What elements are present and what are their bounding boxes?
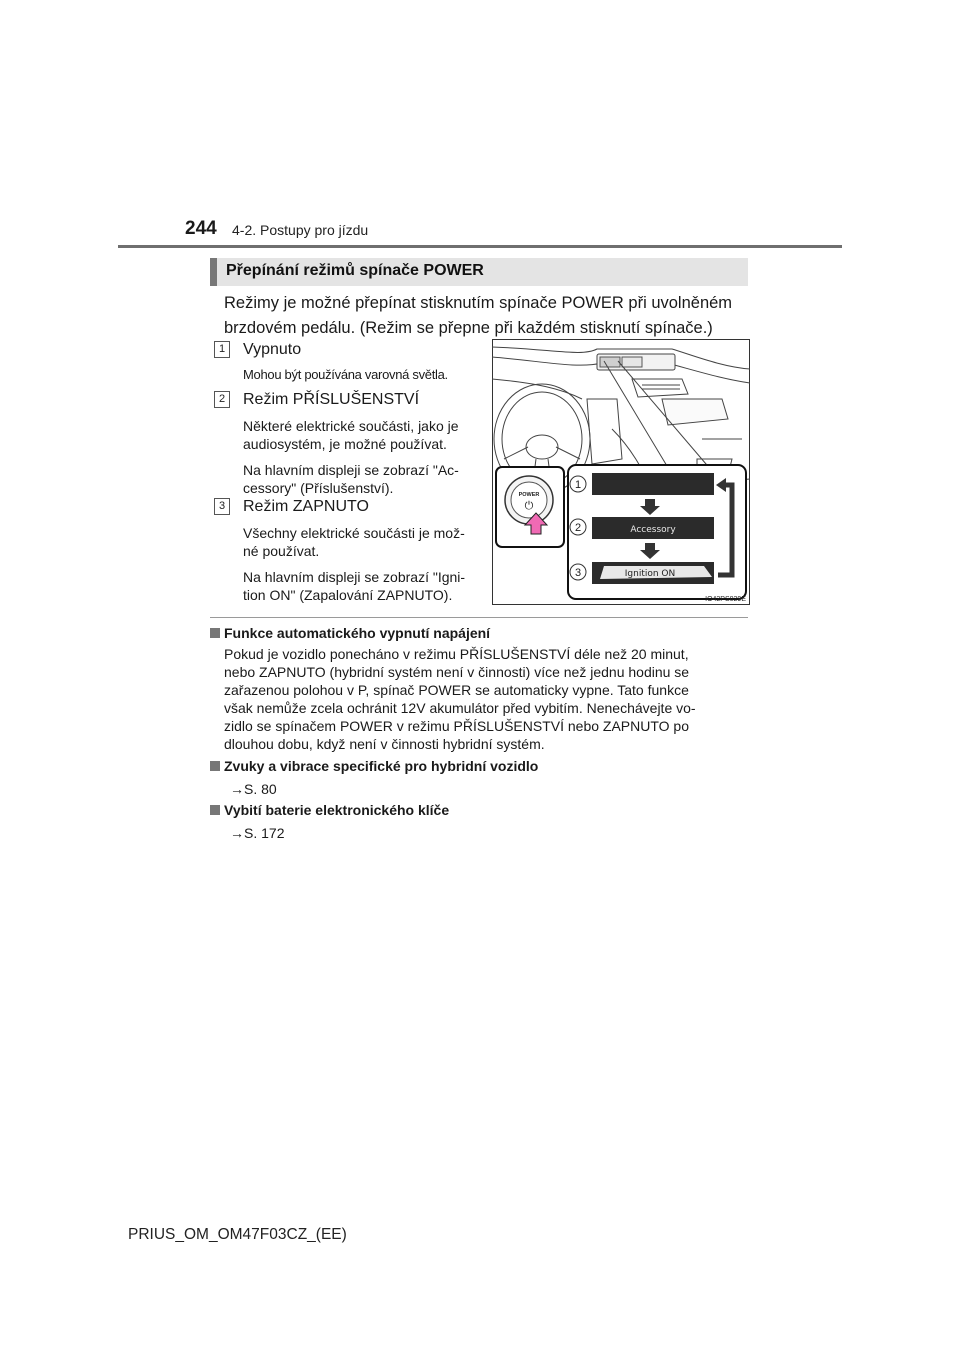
note-title-text: Funkce automatického vypnutí napájení [224, 625, 491, 641]
mode-text-line: tion ON" (Zapalování ZAPNUTO). [243, 587, 453, 603]
section-path: 4-2. Postupy pro jízdu [232, 222, 369, 238]
mode-sequence-panel [568, 465, 746, 599]
section-title-bar [210, 258, 748, 286]
mode-number-3: 3 [214, 498, 230, 515]
note-title-2 [210, 758, 538, 774]
mode-number-2: 2 [214, 391, 230, 408]
note-line: zařazenou polohou v P, spínač POWER se automaticky vypne. Tato funkce [224, 682, 689, 698]
note-line: zidlo se spínačem POWER v režimu PŘÍSLUŠENSTVÍ nebo ZAPNUTO po [224, 718, 690, 734]
bullet-square-icon [210, 805, 220, 815]
power-switch-illustration [492, 339, 750, 605]
mode-title-2: Režim PŘÍSLUŠENSTVÍ [243, 391, 420, 408]
note-title-text: Zvuky a vibrace specifické pro hybridní vozidlo [224, 758, 539, 774]
page-number: 244 [185, 218, 217, 239]
ignition-label: Ignition ON [624, 569, 676, 579]
note-title-1 [210, 625, 490, 641]
bullet-square-icon [210, 761, 220, 771]
figure-code: IO42PS029E [705, 596, 746, 603]
mode-text-line: Na hlavním displeji se zobrazí "Igni- [243, 569, 466, 585]
page-reference-link[interactable]: →S. 172 [230, 825, 285, 841]
section-title: Přepínání režimů spínače POWER [226, 262, 484, 279]
mode-text-line: Všechny elektrické součásti je mož- [243, 525, 465, 541]
mode-text-line: audiosystém, je možné používat. [243, 436, 447, 452]
note-line: však nemůže zcela ochránit 12V akumulátor před vybitím. Nenechávejte vo- [224, 700, 696, 716]
header-rule [118, 245, 842, 248]
note-title-3 [210, 802, 449, 818]
note-line: dlouhou dobu, když není v činnosti hybridní systém. [224, 736, 545, 752]
section-divider [210, 617, 748, 618]
display-off [592, 473, 714, 495]
mode-text-line: Některé elektrické součásti, jako je [243, 418, 459, 434]
mode-text-1: Mohou být používána varovná světla. [243, 367, 448, 382]
accessory-label: Accessory [630, 525, 676, 535]
mode-text-line: cessory" (Příslušenství). [243, 480, 394, 496]
intro-line: brzdovém pedálu. (Režim se přepne při každém stisknutí spínače.) [224, 319, 713, 337]
note-body-1 [224, 645, 744, 753]
mode-number-1: 1 [214, 341, 230, 358]
note-line: nebo ZAPNUTO (hybridní systém není v činnosti) více než jednu hodinu se [224, 664, 690, 680]
mode-text-line: né používat. [243, 543, 320, 559]
section-marker [210, 258, 217, 286]
power-button-callout [496, 467, 564, 547]
step-label-1: 1 [574, 479, 582, 491]
mode-title-3: Režim ZAPNUTO [243, 498, 369, 515]
mode-text-2 [243, 417, 483, 497]
power-icon: ⏻ [524, 499, 534, 512]
page-reference-link[interactable]: →S. 80 [230, 781, 277, 797]
document-code: PRIUS_OM_OM47F03CZ_(EE) [128, 1226, 347, 1243]
intro-line: Režimy je možné přepínat stisknutím spínače POWER při uvolněném [224, 294, 733, 312]
power-button-label: POWER [518, 492, 540, 498]
mode-title-1: Vypnuto [243, 341, 302, 358]
bullet-square-icon [210, 628, 220, 638]
note-title-text: Vybití baterie elektronického klíče [224, 802, 450, 818]
mode-text-3 [243, 524, 483, 604]
section-intro [224, 291, 752, 341]
note-line: Pokud je vozidlo ponecháno v režimu PŘÍSLUŠENSTVÍ déle než 20 minut, [224, 646, 689, 662]
step-label-3: 3 [574, 567, 582, 579]
mode-text-line: Na hlavním displeji se zobrazí "Ac- [243, 462, 459, 478]
step-label-2: 2 [574, 522, 582, 534]
